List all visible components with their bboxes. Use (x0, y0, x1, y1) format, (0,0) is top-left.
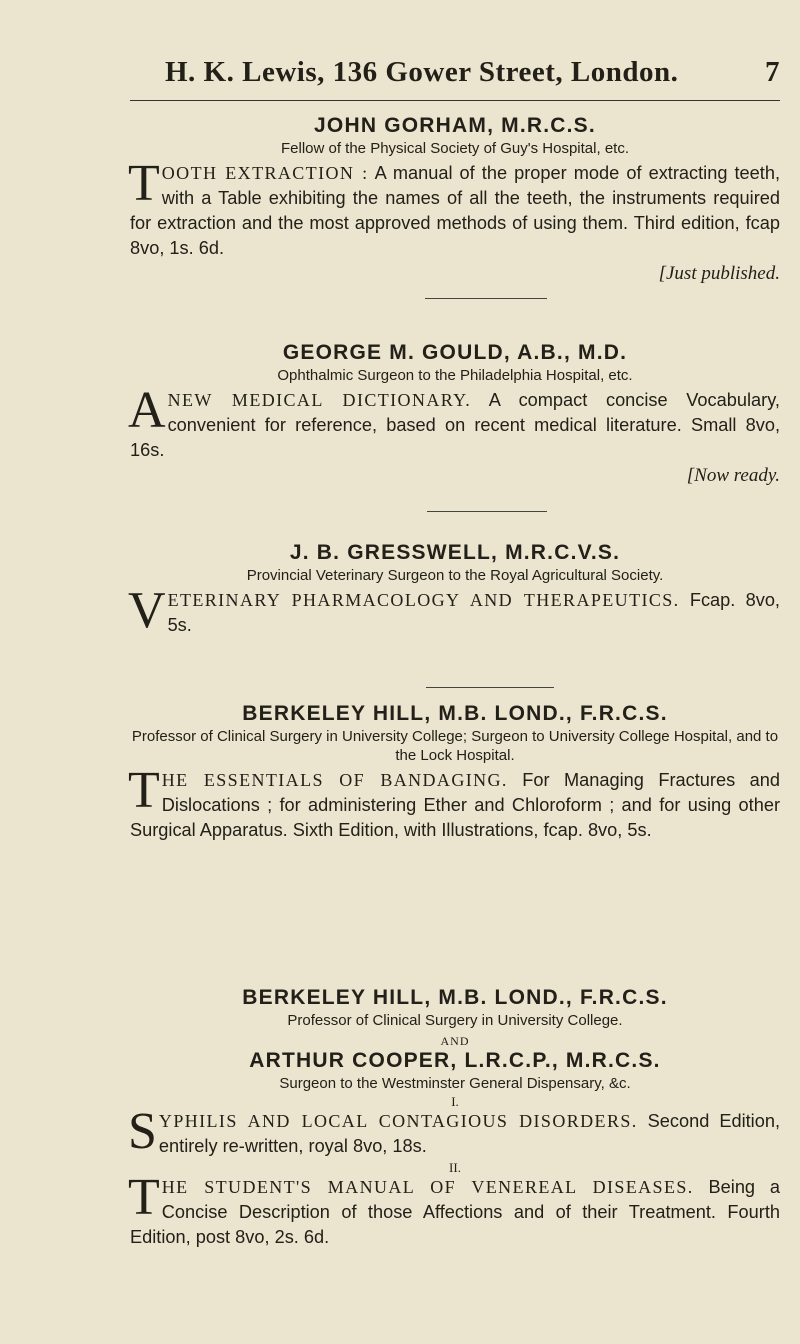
book-description: Second Edition, entirely re-written, royal 8vo, 18s. (158, 1111, 780, 1156)
coauthor-name: ARTHUR COOPER, L.R.C.P., M.R.C.S. (249, 1049, 661, 1072)
book-title: YPHILIS AND LOCAL CONTAGIOUS DISORDERS. (158, 1111, 638, 1131)
publication-status: [Just published. (658, 263, 780, 284)
book-description: A compact concise Vocabulary, convenient for reference, based on recent medical literature. Small 8vo, 16s. (130, 390, 780, 460)
volume-numeral: II. (449, 1160, 461, 1175)
author-credentials: Fellow of the Physical Society of Guy's Hospital, etc. (280, 140, 629, 157)
separator-rule (427, 511, 547, 512)
book-listing (128, 155, 781, 261)
book-listing (128, 1169, 780, 1250)
coauthor-conjunction: AND (440, 1034, 470, 1048)
running-title: H. K. Lewis, 136 Gower Street, London. (165, 56, 679, 88)
publication-status: [Now ready. (686, 465, 780, 486)
author-name: BERKELEY HILL, M.B. LOND., F.R.C.S. (242, 986, 668, 1009)
entry-gresswell (130, 540, 780, 638)
drop-cap: T (128, 762, 160, 819)
book-title: HE STUDENT'S MANUAL OF VENEREAL DISEASES. (161, 1177, 694, 1197)
volume-numeral: I. (451, 1094, 459, 1109)
author-credentials: Ophthalmic Surgeon to the Philadelphia Hospital, etc. (277, 367, 633, 384)
author-name: JOHN GORHAM, M.R.C.S. (314, 114, 596, 137)
drop-cap: T (128, 1169, 160, 1226)
author-name: BERKELEY HILL, M.B. LOND., F.R.C.S. (242, 702, 668, 725)
author-credentials: Provincial Veterinary Surgeon to the Royal Agricultural Society. (246, 567, 664, 584)
header-rule (130, 100, 780, 101)
entry-hill-cooper (130, 985, 780, 1250)
book-title: HE ESSENTIALS OF BANDAGING. (161, 770, 508, 790)
book-listing (128, 762, 780, 843)
entry-gould (130, 340, 780, 488)
drop-cap: T (128, 155, 160, 212)
book-listing (128, 1103, 780, 1160)
book-title: NEW MEDICAL DICTIONARY. (167, 390, 472, 410)
author-credentials: Professor of Clinical Surgery in University College. (287, 1012, 623, 1029)
book-description: A manual of the proper mode of extracting teeth, with a Table exhibiting the names of all the teeth, the instruments required for extraction and the most approved methods of using them. Third edition, fcap 8vo, 1s. 6d. (130, 163, 781, 258)
author-name: J. B. GRESSWELL, M.R.C.V.S. (289, 541, 621, 564)
separator-rule (426, 687, 554, 688)
book-description: Being a Concise Description of those Affections and of their Treatment. Fourth Edition, post 8vo, 2s. 6d. (130, 1177, 780, 1247)
book-listing (128, 382, 780, 463)
book-description: Fcap. 8vo, 5s. (167, 590, 780, 635)
coauthor-credentials: Surgeon to the Westminster General Dispensary, &c. (279, 1075, 631, 1092)
book-title: OOTH EXTRACTION : (161, 163, 369, 183)
drop-cap: A (128, 382, 166, 439)
drop-cap: S (128, 1103, 157, 1160)
drop-cap: V (128, 582, 166, 639)
book-description: For Managing Fractures and Dislocations ; for administering Ether and Chloroform ; and for using other Surgical Apparatus. Sixth Edition, with Illustrations, fcap. 8vo, 5s. (130, 770, 780, 840)
page-number: 7 (765, 56, 780, 88)
author-name: GEORGE M. GOULD, A.B., M.D. (282, 341, 628, 364)
book-listing (128, 582, 780, 639)
author-credentials: Professor of Clinical Surgery in University College; Surgeon to University College Hospital, and to the Lock Hospital. (131, 728, 779, 764)
book-title: ETERINARY PHARMACOLOGY AND THERAPEUTICS. (167, 590, 680, 610)
entry-hill-bandaging (130, 701, 780, 843)
separator-rule (425, 298, 547, 299)
entry-gorham (130, 113, 780, 286)
